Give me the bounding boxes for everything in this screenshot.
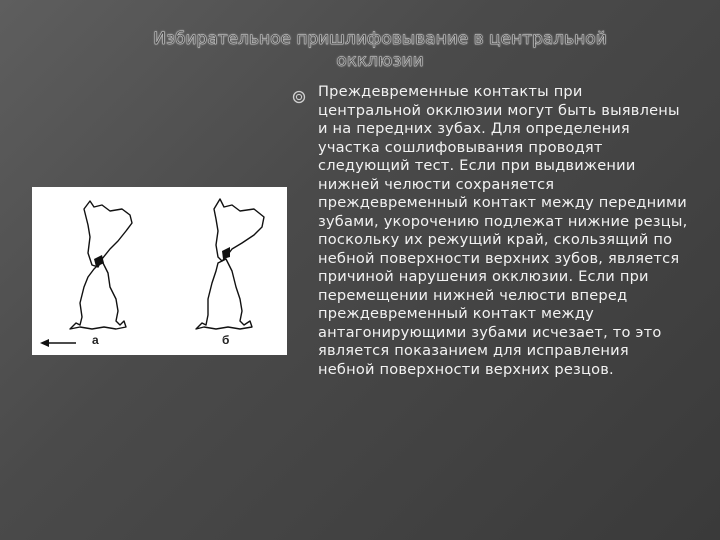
contact-mark-a [94, 255, 104, 267]
slide-title-line-2: окклюзии [336, 51, 424, 71]
lower-tooth-b [196, 259, 252, 329]
figure-label-b: б [222, 333, 230, 347]
tooth-contact-figure [32, 187, 287, 355]
upper-tooth-a [84, 201, 132, 267]
body-paragraph: Преждевременные контакты при центральной окклюзии могут быть выявлены и на передних зубах. Для определения участка сошлифовывания проводят следующий тест. Если при выдвижении нижней челюсти сохраняется преждевременный контакт между передними зубами, укорочению подлежат нижние резцы, поскольку их режущий край, скользящий по небной поверхности верхних зубов, является причиной нарушения окклюзии. Если при перемещении нижней челюсти вперед преждевременный контакт между антагонирующими зубами исчезает, то это является показанием для исправления небной поверхности верхних резцов. [318, 83, 688, 378]
bullet-icon [292, 90, 306, 104]
figure-label-a: а [92, 333, 99, 347]
slide-title-line-1: Избирательное пришлифовывание в центральной [153, 29, 607, 49]
contact-mark-b [222, 247, 230, 259]
upper-tooth-b [214, 199, 264, 261]
tooth-drawing [32, 187, 287, 355]
slide-title [60, 28, 700, 72]
lower-tooth-a [70, 261, 126, 329]
direction-arrow-head [40, 339, 49, 347]
